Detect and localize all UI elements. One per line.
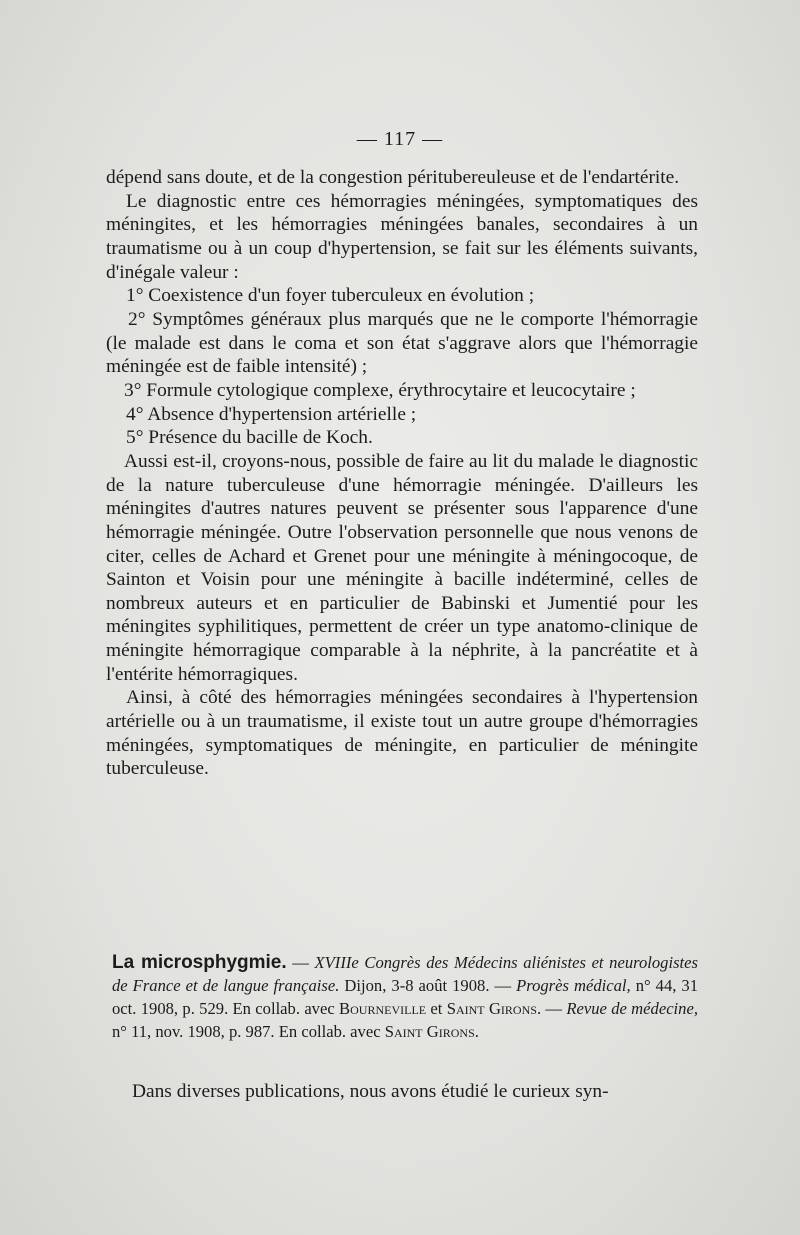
notice-details-3: n° 11, nov. 1908, p. 987. — [112, 1022, 275, 1041]
notice-details-2: n° 44, 31 oct. 1908, p. 529. En collab. avec — [112, 976, 699, 1018]
notice-and: et — [426, 999, 447, 1018]
notice-title: La microsphygmie. — [112, 952, 287, 973]
notice-details-1: Dijon, 3-8 août 1908. — — [339, 976, 517, 995]
notice-author-1: Bourneville — [339, 999, 427, 1018]
notice-journal-1: Progrès médical, — [516, 976, 631, 995]
notice-dash: — — [286, 953, 315, 972]
notice-congress: XVIIIe Congrès des Médecins aliénistes et neurologistes de France et de langue française. — [112, 953, 698, 995]
list-item-1: 1° Coexistence d'un foyer tuberculeux en évolution ; — [126, 285, 535, 307]
paragraph-ainsi: Ainsi, à côté des hémorragies méningées secondaires à l'hypertension artérielle ou à un traumatisme, il existe tout un autre groupe d'hémorragies méningées, symptomatiques de méningite, en particulier de méningite tuberculeuse. — [106, 687, 698, 780]
notice-journal-2: Revue de médecine, — [566, 999, 698, 1018]
page-number: — 117 — — [356, 128, 444, 150]
paragraph-continuation: dépend sans doute, et de la congestion péritubereuleuse et de l'endartérite. — [106, 167, 680, 188]
notice-author-3: Saint Girons — [384, 1022, 475, 1041]
body-text — [106, 166, 698, 781]
list-item-5: 5° Présence du bacille de Koch. — [126, 427, 373, 449]
last-line: Dans diverses publications, nous avons étudié le curieux syn- — [132, 1081, 609, 1102]
paragraph-diagnostic: Le diagnostic entre ces hémorragies méningées, symptomatiques des méningites, et les hémorragies méningées banales, secondaires à un traumatisme ou à un coup d'hypertension, se fait sur les éléments suivants, d'inégale valeur : — [106, 190, 698, 283]
notice-collab-prefix: En collab. avec — [278, 1022, 385, 1041]
notice-dash-2: . — — [536, 999, 567, 1018]
list-item-2: 2° Symptômes généraux plus marqués que ne le comporte l'hémorragie (le malade est dans le coma et son état s'aggrave alors que l'hémorragie méningée est de faible intensité) ; — [106, 308, 698, 378]
list-item-4: 4° Absence d'hypertension artérielle ; — [126, 403, 417, 425]
paragraph-aussi: Aussi est-il, croyons-nous, possible de faire au lit du malade le diagnostic de la nature tuberculeuse d'une hémorragie méningée. D'ailleurs les méningites d'autres natures peuvent se présenter sous l'apparence d'une hémorragie méningée. Outre l'observation personnelle que nous venons de citer, celles de Achard et Grenet pour une méningite à méningocoque, de Sainton et Voisin pour une méningite à bacille indéterminé, celles de nombreux auteurs et en particulier de Babinski et Jumentié pour les méningites syphilitiques, permettent de créer un type anatomo-clinique de méningite hémorragique comparable à la néphrite, à la pancréatite et à l'entérite hémorragiques. — [106, 450, 698, 685]
notice-end: . — [474, 1022, 479, 1041]
notice-author-2: Saint Girons — [446, 999, 537, 1018]
notice-collab-line — [279, 1022, 479, 1041]
list-item-3: 3° Formule cytologique complexe, érythrocytaire et leucocytaire ; — [124, 379, 636, 401]
bibliographic-notice — [112, 951, 698, 1043]
